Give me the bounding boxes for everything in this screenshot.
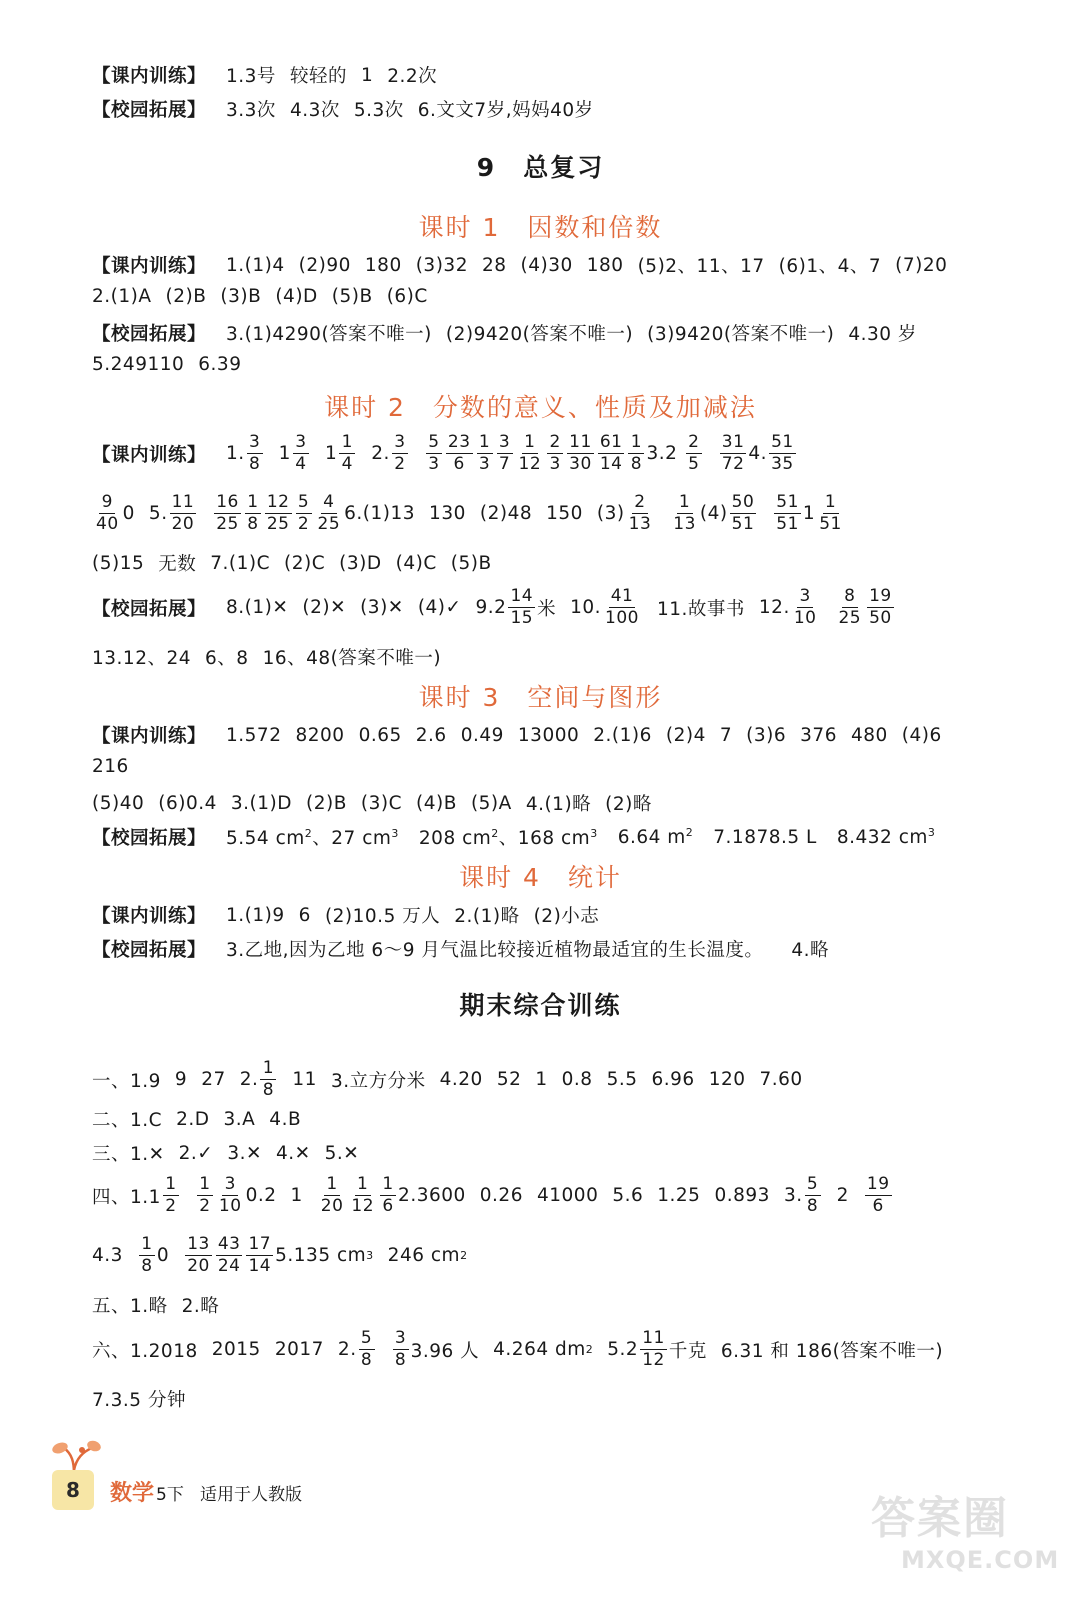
answer: 8.432 $cm^3$ bbox=[836, 825, 936, 849]
answer: (4)6 bbox=[901, 724, 942, 746]
fraction-answer: $\frac{13}{20}$ bbox=[187, 1234, 210, 1276]
fraction-answer: $\frac{3}{8}$ bbox=[393, 1328, 409, 1371]
answer: (2)略 bbox=[605, 794, 652, 815]
answer: 1.(1)4 bbox=[226, 254, 285, 276]
answer-line bbox=[92, 722, 1041, 748]
answer: (3)B bbox=[220, 286, 262, 307]
answer: 6.31 和 186(答案不唯一) bbox=[720, 1340, 944, 1362]
fraction-answer: $\frac{4}{25}$ bbox=[317, 492, 341, 534]
fraction-answer: $\frac{1}{12}$ bbox=[351, 1174, 375, 1216]
answer-line bbox=[92, 492, 1041, 535]
answer: 130 bbox=[429, 503, 466, 524]
fraction-answer: 4. $\frac{51}{35}$ bbox=[748, 432, 794, 474]
answer: (5)A bbox=[470, 792, 512, 814]
answer: 0.8 bbox=[561, 1069, 593, 1090]
answer: (3)C bbox=[360, 792, 403, 814]
fraction-answer: $\frac{19}{50}$ bbox=[869, 586, 892, 628]
answer: 0.2 bbox=[245, 1185, 277, 1206]
answer-line bbox=[92, 1386, 1041, 1412]
answer: 3.立方分米 bbox=[330, 1070, 426, 1092]
fraction-answer: $\frac{1}{13}$ bbox=[673, 492, 696, 534]
section-title: 期末综合训练 bbox=[459, 991, 622, 1020]
answer: 1.(1)9 bbox=[226, 904, 285, 926]
answer-line bbox=[92, 1058, 1041, 1101]
section-label: 【课内训练】 bbox=[92, 444, 207, 466]
answer: 2.(1)A bbox=[92, 286, 152, 307]
fraction-answer: 1 $\frac{1}{4}$ bbox=[325, 432, 357, 475]
answer-line bbox=[92, 252, 1041, 278]
answer: 1.25 bbox=[657, 1185, 701, 1206]
fraction-answer: $\frac{19}{6}$ bbox=[866, 1174, 890, 1216]
answer: 246 cm 2 bbox=[387, 1245, 468, 1266]
answer-line bbox=[92, 62, 1041, 88]
answer: 4.30 岁 bbox=[848, 324, 917, 345]
lesson-title: 课时 4 统计 bbox=[459, 863, 622, 892]
answer: 5.✕ bbox=[324, 1142, 360, 1164]
answer: (2)90 bbox=[298, 254, 351, 276]
fraction-answer: $\frac{5}{3}$ bbox=[426, 432, 442, 475]
answer: 5.3次 bbox=[353, 100, 404, 121]
fraction-answer: $\frac{1}{8}$ bbox=[628, 432, 644, 475]
answer: 2.2次 bbox=[387, 66, 438, 87]
fraction-answer: 2. $\frac{3}{2}$ bbox=[371, 432, 410, 475]
answer: 4.3次 bbox=[289, 100, 340, 121]
answer-line bbox=[92, 286, 1041, 307]
answer: (2)C bbox=[284, 552, 326, 574]
page-number: 8 bbox=[52, 1470, 94, 1510]
answer: (2)9420(答案不唯一) bbox=[445, 324, 634, 345]
section-label: 【课内训练】 bbox=[92, 906, 207, 927]
answer: 376 bbox=[800, 724, 837, 746]
answer: 五、1.略 bbox=[92, 1296, 168, 1317]
answer: (3)D bbox=[339, 552, 382, 574]
answer: 无数 bbox=[158, 554, 197, 575]
answer: 0.893 bbox=[714, 1185, 770, 1206]
fraction-answer: $\frac{1}{20}$ bbox=[320, 1174, 344, 1216]
answer: (2)B bbox=[306, 792, 347, 814]
watermark-text: 答案圈 bbox=[871, 1493, 1009, 1544]
answer-line bbox=[92, 756, 1041, 777]
section-label: 【校园拓展】 bbox=[92, 940, 207, 961]
section-label: 【校园拓展】 bbox=[92, 100, 207, 121]
answer: 0 bbox=[122, 503, 135, 524]
answer-line bbox=[92, 432, 1041, 475]
fraction-answer: $\frac{8}{25}$ bbox=[838, 586, 862, 628]
answer: 3.(1)D bbox=[230, 792, 292, 814]
fraction-answer: 2. $\frac{5}{8}$ bbox=[338, 1328, 377, 1371]
answer: 二、1.C bbox=[92, 1110, 163, 1131]
answer: 41000 bbox=[536, 1185, 599, 1206]
answer: 六、1.2018 bbox=[92, 1340, 198, 1362]
answer: (6)C bbox=[386, 286, 428, 307]
fraction-answer: (3) $\frac{2}{13}$ bbox=[596, 492, 652, 534]
fraction-answer: $\frac{1}{6}$ bbox=[380, 1174, 396, 1217]
answer: 3.✕ bbox=[227, 1142, 262, 1164]
answer: 6.文文7岁,妈妈40岁 bbox=[417, 100, 594, 121]
answer: 2.D bbox=[176, 1108, 210, 1130]
answer: 3.A bbox=[223, 1108, 256, 1130]
answer: 52 bbox=[496, 1069, 522, 1090]
answer: 2.3600 bbox=[398, 1185, 466, 1206]
answer: 2017 bbox=[274, 1339, 324, 1360]
answer: 5.135 cm 3 bbox=[275, 1245, 374, 1266]
answer: 2.6 bbox=[415, 724, 447, 746]
answer: (3)6 bbox=[746, 724, 787, 746]
answer-line bbox=[92, 902, 1041, 928]
answer: 0.49 bbox=[460, 724, 504, 746]
answer: 180 bbox=[586, 254, 624, 276]
section-label: 【课内训练】 bbox=[92, 66, 207, 87]
answer: (2)B bbox=[165, 286, 207, 307]
answer: 1 bbox=[535, 1069, 548, 1090]
answer-line bbox=[92, 1140, 1041, 1166]
answer: 5.249110 bbox=[92, 354, 185, 375]
answer: (2)✕ bbox=[302, 597, 347, 618]
fraction-answer: 10. $\frac{41}{100}$ bbox=[570, 586, 639, 628]
fraction-answer: $\frac{2}{3}$ bbox=[547, 432, 563, 475]
answer: (2)48 bbox=[479, 503, 533, 524]
answer: 216 bbox=[92, 756, 129, 777]
fraction-answer: $\frac{11}{30}$ bbox=[569, 432, 592, 474]
answer: (6)0.4 bbox=[158, 792, 217, 814]
fraction-answer: $\frac{1}{8}$ bbox=[245, 492, 261, 535]
fraction-answer: $\frac{61}{14}$ bbox=[599, 432, 623, 474]
answer: 16、48(答案不唯一) bbox=[262, 648, 442, 669]
answer: (7)20 bbox=[895, 254, 948, 276]
fraction-answer: $\frac{1}{3}$ bbox=[477, 432, 493, 475]
watermark-url: MXQE.COM bbox=[901, 1546, 1060, 1574]
answer: (3)✕ bbox=[360, 597, 404, 618]
fraction-answer: $\frac{51}{51}$ bbox=[776, 492, 799, 534]
page-footer bbox=[0, 1440, 520, 1520]
section-label: 【校园拓展】 bbox=[92, 598, 207, 620]
answer: (4)30 bbox=[520, 254, 573, 276]
answer-line bbox=[92, 1234, 1041, 1277]
answer: 0.65 bbox=[358, 724, 402, 746]
answer: 4.略 bbox=[791, 940, 830, 961]
fraction-answer: $\frac{31}{72}$ bbox=[721, 432, 745, 474]
answer: 11.故事书 bbox=[656, 598, 745, 620]
fraction-answer: $\frac{12}{25}$ bbox=[266, 492, 290, 534]
answer-line bbox=[92, 1292, 1041, 1318]
answer: 三、1.✕ bbox=[92, 1144, 165, 1165]
fraction-answer: 5.2 $\frac{11}{12}$ 千克 bbox=[607, 1328, 707, 1370]
fraction-answer: $\frac{16}{25}$ bbox=[216, 492, 239, 534]
edition-label: 适用于人教版 bbox=[200, 1485, 302, 1505]
answer: (4)✓ bbox=[417, 597, 462, 618]
answer: 0.26 bbox=[479, 1185, 523, 1206]
answer: 27 bbox=[201, 1069, 226, 1090]
answer: 3.3次 bbox=[226, 100, 276, 121]
fraction-answer: 9.2 $\frac{14}{15}$ 米 bbox=[475, 586, 557, 628]
answer: 4.264 dm 2 bbox=[493, 1339, 594, 1360]
answer: 150 bbox=[546, 503, 583, 524]
lesson-title: 课时 2 分数的意义、性质及加减法 bbox=[324, 393, 757, 422]
answer: 2015 bbox=[211, 1339, 261, 1360]
fraction-answer: 12. $\frac{3}{10}$ bbox=[758, 586, 817, 628]
fraction-answer: $\frac{3}{10}$ bbox=[218, 1174, 242, 1216]
section-label: 【课内训练】 bbox=[92, 726, 207, 747]
answer: (4)D bbox=[275, 286, 318, 307]
lesson-title: 课时 3 空间与图形 bbox=[418, 683, 663, 712]
answer-line bbox=[92, 96, 1041, 122]
section-label: 【课内训练】 bbox=[92, 256, 207, 277]
answer: 7 bbox=[719, 724, 733, 746]
fraction-answer: 1 $\frac{1}{51}$ bbox=[802, 492, 842, 534]
answer: (6)1、4、7 bbox=[778, 256, 882, 277]
fraction-answer: 5. $\frac{11}{20}$ bbox=[148, 492, 195, 534]
answer: (4)B bbox=[416, 792, 457, 814]
subject-label: 数学 5下 bbox=[110, 1481, 184, 1506]
fraction-answer: $\frac{17}{14}$ bbox=[248, 1234, 272, 1276]
answer: (4)C bbox=[395, 552, 437, 574]
answer: (3)32 bbox=[415, 254, 468, 276]
unit-title: 9 总复习 bbox=[476, 153, 605, 182]
answer: (2)小志 bbox=[533, 906, 600, 927]
answer: 6 bbox=[298, 904, 311, 926]
fraction-answer: 1 $\frac{3}{4}$ bbox=[279, 432, 311, 475]
answer: 6.39 bbox=[198, 354, 242, 375]
answer: 7.(1)C bbox=[210, 552, 271, 574]
answer-line bbox=[92, 1328, 1041, 1371]
answer: 9 bbox=[174, 1069, 188, 1090]
answer: 13000 bbox=[517, 724, 580, 746]
answer: 4.3 bbox=[92, 1245, 123, 1266]
lesson-title: 课时 1 因数和倍数 bbox=[418, 213, 663, 242]
section-label: 【校园拓展】 bbox=[92, 828, 207, 849]
fraction-answer: 3.2 $\frac{2}{5}$ bbox=[646, 432, 703, 475]
answer: 5.54 $cm^2$、27 $cm^3$ bbox=[226, 826, 399, 849]
answer: (2)4 bbox=[665, 724, 706, 746]
fraction-answer: 1. $\frac{3}{8}$ bbox=[226, 432, 265, 475]
fraction-answer: $\frac{3}{7}$ bbox=[497, 432, 513, 475]
answer-line bbox=[92, 320, 1041, 346]
answer: 2.(1)略 bbox=[454, 906, 520, 927]
answer: (5)40 bbox=[92, 792, 145, 814]
answer-line bbox=[92, 1174, 1041, 1217]
answer: 3.(1)4290(答案不唯一) bbox=[226, 324, 432, 345]
answer: 208 $cm^2$、168 $cm^3$ bbox=[418, 826, 598, 849]
fraction-answer: $\frac{9}{40}$ bbox=[96, 492, 119, 534]
answer: 4.B bbox=[269, 1108, 302, 1130]
answer: 6.64 $m^2$ bbox=[617, 825, 694, 849]
answer: 5.6 bbox=[612, 1185, 644, 1206]
answer-line bbox=[92, 586, 1041, 629]
answer: 120 bbox=[708, 1069, 746, 1090]
answer: 13.12、24 bbox=[92, 648, 192, 669]
answer: (5)B bbox=[450, 552, 492, 574]
answer: (2)10.5 万人 bbox=[324, 906, 441, 927]
answer: 28 bbox=[481, 254, 507, 276]
answer: 6.(1)13 bbox=[344, 503, 416, 524]
answer: 8.(1)✕ bbox=[226, 597, 289, 618]
answer: 2 bbox=[836, 1185, 849, 1206]
answer: 1 bbox=[360, 64, 374, 86]
fraction-answer: $\frac{1}{12}$ bbox=[518, 432, 542, 474]
fraction-answer: 2. $\frac{1}{8}$ bbox=[240, 1058, 279, 1101]
fraction-answer: $\frac{1}{2}$ bbox=[197, 1174, 213, 1217]
answer: 1 bbox=[290, 1185, 303, 1206]
answer: (5)2、11、17 bbox=[637, 256, 765, 277]
section-label: 【校园拓展】 bbox=[92, 324, 207, 345]
fraction-answer: 3. $\frac{5}{8}$ bbox=[784, 1174, 823, 1217]
answer-line bbox=[92, 1106, 1041, 1132]
fraction-answer: $\frac{43}{24}$ bbox=[217, 1234, 241, 1276]
fraction-answer: 四、1.1 $\frac{1}{2}$ bbox=[92, 1174, 181, 1217]
answer: 1.572 bbox=[226, 724, 282, 746]
answer: (5)B bbox=[331, 286, 373, 307]
answer-line bbox=[92, 644, 1041, 670]
answer: (3)9420(答案不唯一) bbox=[647, 324, 835, 345]
fraction-answer: $\frac{1}{8}$ bbox=[139, 1234, 155, 1277]
answer: 3.96 人 bbox=[410, 1340, 480, 1362]
answer: 480 bbox=[850, 724, 888, 746]
answer: 4.(1)略 bbox=[525, 794, 592, 815]
answer: 2.✓ bbox=[178, 1142, 214, 1164]
fraction-answer: (4) $\frac{50}{51}$ bbox=[699, 492, 755, 534]
answer: 5.5 bbox=[606, 1069, 638, 1090]
answer: 1.3号 bbox=[226, 66, 276, 87]
answer: 7.3.5 分钟 bbox=[92, 1390, 186, 1411]
answer: 7.60 bbox=[759, 1069, 803, 1090]
answer: 6.96 bbox=[651, 1069, 695, 1090]
fraction-answer: $\frac{5}{2}$ bbox=[296, 492, 312, 535]
answer: 2.略 bbox=[181, 1296, 220, 1317]
answer: 11 bbox=[292, 1069, 317, 1090]
answer: 0 bbox=[156, 1245, 170, 1266]
answer: 4.✕ bbox=[275, 1142, 311, 1164]
answer-line bbox=[92, 354, 1041, 375]
answer-line bbox=[92, 936, 1041, 962]
answer-line bbox=[92, 824, 1041, 850]
answer: (5)15 bbox=[92, 552, 145, 574]
watermark bbox=[861, 1480, 1061, 1590]
answer: 180 bbox=[364, 254, 402, 276]
answer: 8200 bbox=[295, 724, 345, 746]
answer: 一、1.9 bbox=[92, 1070, 161, 1092]
answer: 6、8 bbox=[205, 648, 249, 669]
answer: 4.20 bbox=[439, 1069, 483, 1090]
answer: 2.(1)6 bbox=[593, 724, 652, 746]
answer-line bbox=[92, 550, 1041, 576]
answer: 较轻的 bbox=[289, 66, 347, 87]
answer: 7.1878.5 L bbox=[713, 826, 817, 848]
answer-line bbox=[92, 790, 1041, 816]
answer: 3.乙地,因为乙地 6～9 月气温比较接近植物最适宜的生长温度。 bbox=[226, 940, 764, 961]
fraction-answer: $\frac{23}{6}$ bbox=[447, 432, 471, 474]
